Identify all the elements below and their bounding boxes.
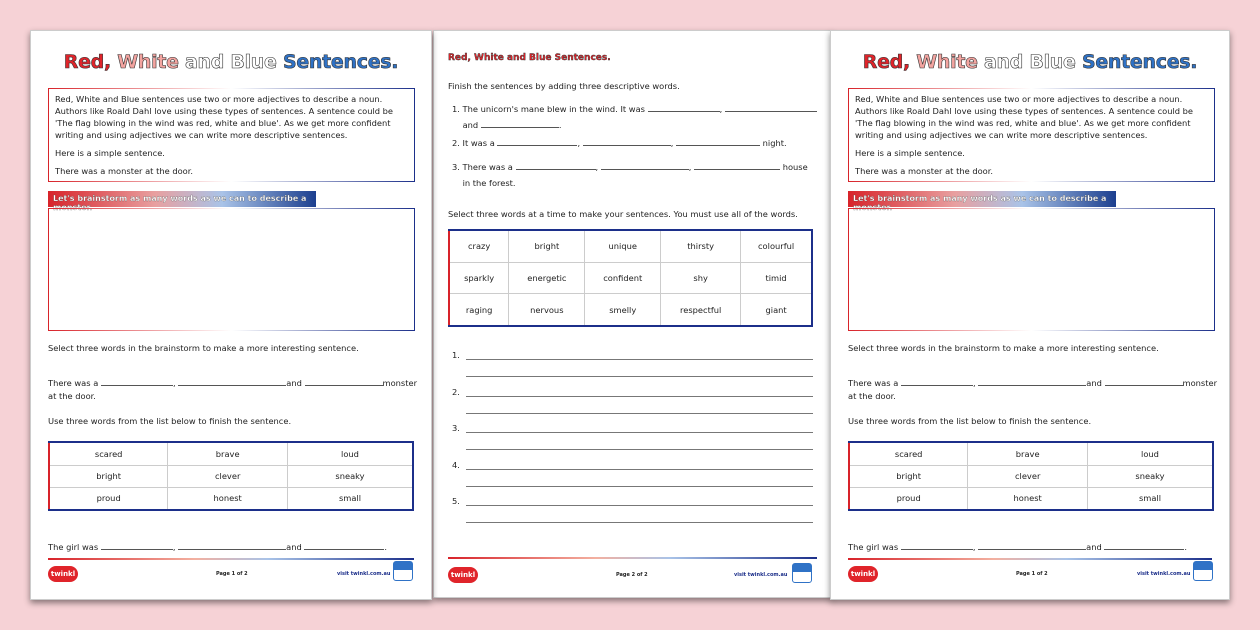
- twinkl-logo: twinkl: [448, 567, 478, 583]
- line-number: 2.: [452, 386, 460, 397]
- footer-divider: [848, 558, 1212, 560]
- intro-box: [48, 88, 415, 182]
- use-three-instruction: Use three words from the list below to finish the sentence.: [48, 416, 292, 426]
- table-row: [449, 294, 812, 326]
- simple-label: Here is a simple sentence.: [855, 148, 965, 158]
- word-cell: loud: [288, 442, 414, 465]
- word-cell: sparkly: [449, 262, 509, 293]
- word-cell: proud: [49, 487, 168, 510]
- word-cell: small: [288, 487, 414, 510]
- line-number: 4.: [452, 459, 460, 470]
- word-table: [848, 441, 1214, 511]
- worksheet-page-1-copy: [830, 30, 1230, 600]
- worksheet-page-1: [30, 30, 432, 600]
- table-row: [49, 465, 413, 487]
- select-instruction: Select three words in the brainstorm to make a more interesting sentence.: [848, 343, 1159, 353]
- word-cell: confident: [585, 262, 661, 293]
- word-cell: crazy: [449, 230, 509, 262]
- word-cell: colourful: [741, 230, 812, 262]
- line-number: 5.: [452, 496, 460, 506]
- line: [466, 396, 813, 397]
- instruction: Finish the sentences by adding three descriptive words.: [448, 81, 680, 91]
- line: [466, 432, 813, 433]
- page-title: Red, White and Blue Sentences.: [862, 51, 1198, 73]
- word-cell: loud: [1088, 442, 1214, 465]
- simple-label: Here is a simple sentence.: [55, 148, 165, 158]
- page-number: Page 1 of 2: [1016, 571, 1048, 577]
- girl-sentence: The girl was , and .: [848, 542, 1187, 552]
- quality-badge-icon: [393, 561, 413, 581]
- word-cell: respectful: [661, 294, 741, 326]
- word-cell: honest: [168, 487, 288, 510]
- girl-sentence: The girl was , and .: [48, 542, 387, 552]
- line: [466, 505, 813, 506]
- writing-line-2[interactable]: [448, 386, 813, 416]
- monster-sentence: There was a , and monster at the door.: [848, 378, 1218, 401]
- page-number: Page 1 of 2: [216, 571, 248, 577]
- page-number: Page 2 of 2: [616, 572, 648, 578]
- line: [466, 522, 813, 523]
- simple-sentence: There was a monster at the door.: [55, 166, 194, 176]
- line: [466, 449, 813, 450]
- word-cell: thirsty: [661, 230, 741, 262]
- writing-line-4[interactable]: [448, 459, 813, 489]
- word-cell: nervous: [509, 294, 585, 326]
- word-cell: honest: [968, 487, 1088, 510]
- sentence-1: 1. The unicorn's mane blew in the wind. It was , and .: [452, 101, 822, 133]
- select-instruction: Select three words at a time to make your sentences. You must use all of the words.: [448, 209, 798, 219]
- monster-sentence: There was a , and monster at the door.: [48, 378, 418, 401]
- twinkl-logo: twinkl: [48, 566, 78, 582]
- writing-line-3[interactable]: [448, 422, 813, 452]
- brainstorm-heading: Let's brainstorm as many words as we can to describe a monster.: [48, 191, 316, 207]
- table-row: [849, 487, 1213, 510]
- use-three-instruction: Use three words from the list below to finish the sentence.: [848, 416, 1092, 426]
- word-table: [48, 441, 414, 511]
- sentence-3: 3. There was a , , house in the forest.: [452, 162, 808, 188]
- line: [466, 413, 813, 414]
- word-cell: unique: [585, 230, 661, 262]
- word-cell: clever: [168, 465, 288, 487]
- intro-text: Red, White and Blue sentences use two or more adjectives to describe a noun. Authors like Roald Dahl love using these types of sentences. A sentence could be 'The flag blowing in the wind was red, white and blue'. As we get more confident writing and using adjectives we can write more descriptive sentences.: [55, 94, 394, 140]
- writing-line-5[interactable]: [448, 495, 813, 525]
- word-cell: scared: [849, 442, 968, 465]
- word-cell: shy: [661, 262, 741, 293]
- word-cell: raging: [449, 294, 509, 326]
- word-cell: smelly: [585, 294, 661, 326]
- word-cell: sneaky: [1088, 465, 1214, 487]
- word-cell: bright: [509, 230, 585, 262]
- word-cell: sneaky: [288, 465, 414, 487]
- page-title: Red, White and Blue Sentences.: [448, 53, 611, 63]
- writing-line-1[interactable]: [448, 349, 813, 379]
- line: [466, 359, 813, 360]
- brainstorm-heading: Let's brainstorm as many words as we can to describe a monster.: [848, 191, 1116, 207]
- sentence-2: 2. It was a , , night.: [452, 138, 787, 148]
- intro-box: [848, 88, 1215, 182]
- table-row: [49, 442, 413, 465]
- quality-badge-icon: [1193, 561, 1213, 581]
- word-cell: bright: [849, 465, 968, 487]
- line: [466, 486, 813, 487]
- line: [466, 469, 813, 470]
- table-row: [849, 442, 1213, 465]
- word-cell: bright: [49, 465, 168, 487]
- brainstorm-box[interactable]: [48, 208, 415, 331]
- select-instruction: Select three words in the brainstorm to make a more interesting sentence.: [48, 343, 359, 353]
- line-number: 3.: [452, 423, 460, 433]
- word-cell: brave: [968, 442, 1088, 465]
- twinkl-logo: twinkl: [848, 566, 878, 582]
- line: [466, 376, 813, 377]
- brainstorm-box[interactable]: [848, 208, 1215, 331]
- word-cell: small: [1088, 487, 1214, 510]
- website-link: visit twinkl.com.au: [734, 572, 788, 578]
- line-number: 1.: [452, 350, 460, 360]
- word-cell: brave: [168, 442, 288, 465]
- word-cell: energetic: [509, 262, 585, 293]
- word-table: [448, 229, 813, 327]
- footer-divider: [448, 557, 817, 559]
- table-row: [449, 230, 812, 262]
- intro-text: Red, White and Blue sentences use two or more adjectives to describe a noun. Authors like Roald Dahl love using these types of sentences. A sentence could be 'The flag blowing in the wind was red, white and blue'. As we get more confident writing and using adjectives we can write more descriptive sentences.: [855, 94, 1194, 140]
- quality-badge-icon: [792, 563, 812, 583]
- footer-divider: [48, 558, 414, 560]
- word-cell: proud: [849, 487, 968, 510]
- website-link: visit twinkl.com.au: [337, 571, 391, 577]
- table-row: [849, 465, 1213, 487]
- website-link: visit twinkl.com.au: [1137, 571, 1191, 577]
- simple-sentence: There was a monster at the door.: [855, 166, 994, 176]
- word-cell: clever: [968, 465, 1088, 487]
- word-cell: timid: [741, 262, 812, 293]
- table-row: [449, 262, 812, 293]
- table-row: [49, 487, 413, 510]
- page-title: Red, White and Blue Sentences.: [63, 51, 399, 73]
- worksheet-page-2: [433, 30, 832, 598]
- word-cell: giant: [741, 294, 812, 326]
- word-cell: scared: [49, 442, 168, 465]
